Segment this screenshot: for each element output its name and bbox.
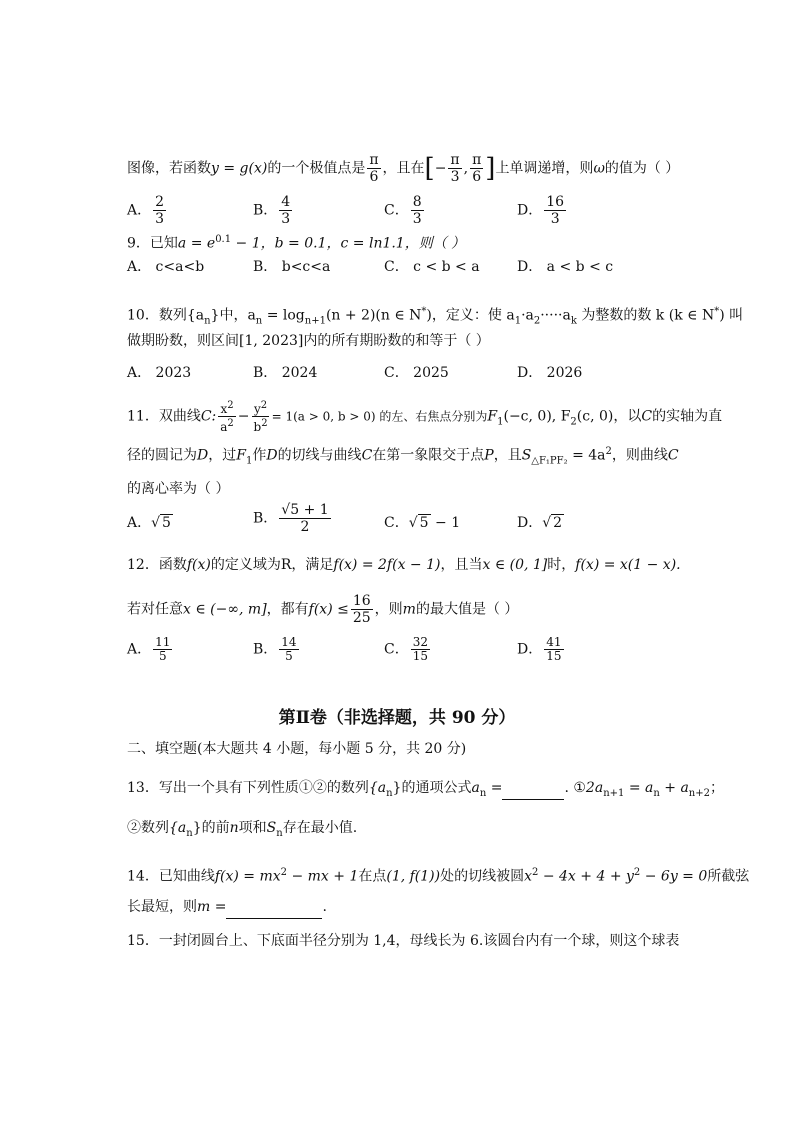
section-title: 第Ⅱ卷（非选择题，共 90 分）	[278, 708, 516, 728]
q10-stem-line2: 做期盼数，则区间[1, 2023]内的所有期盼数的和等于（ ）	[127, 333, 490, 349]
q11-stem-line1: 11．双曲线C: $\frac{x^2}{a^2}$ − $\frac{y^2}{b^2}$ = 1(a > 0, b > 0) 的左、右焦点分别为$F_1(-c$, 0), $F_2(c$, 0)，以C的实轴为直	[127, 400, 723, 434]
q11-stem-line3: 的离心率为（ ）	[127, 481, 230, 497]
q10-option-b[interactable]: B． 2024	[253, 365, 318, 381]
q11-stem-line2: 径的圆记为D，过$F_1$作D的切线与曲线C在第一象限交于点P，且$S_{\triangle F_1PF_2} = 4a^2$，则曲线C	[127, 446, 679, 467]
q9-stem: 9．已知$a = e^{0.1} - 1$，b = 0.1，c = ln1.1，则（ ）	[127, 234, 466, 252]
q11-option-d[interactable]: D．√ 2	[517, 515, 563, 531]
q8-option-c[interactable]: C． $\frac{8}{3}$	[384, 194, 422, 227]
q11-option-c[interactable]: C．√ 5 − 1	[384, 515, 461, 531]
q8-stem: 图像，若函数y = g(x)的一个极值点是 $\frac{\pi}{6}$ ，且在[− $\frac{\pi}{3}$ , $\frac{\pi}{6}$ ]上单调递增，则ω的值为（ ）	[127, 152, 680, 185]
q12-option-b[interactable]: B． $\frac{14}{5}$	[253, 635, 297, 663]
q11-option-b[interactable]: B． $\frac{√5 + 1}{2}$	[253, 502, 329, 535]
q12-option-a[interactable]: A． $\frac{11}{5}$	[127, 635, 171, 663]
q14-stem-line2: 长最短，则m = .	[127, 896, 672, 919]
q10-option-a[interactable]: A． 2023	[127, 365, 192, 381]
q10-stem-line1: 10．数列$\{a_n\}$中，$a_n = \log_{n+1}(n + 2)(n$ ∈ N*)，定义：使 $a_1\cdot a_2\cdot\cdot\cdot\cdot\cdot a_k$ 为整数的数 k (k ∈ N*) 叫	[127, 306, 744, 327]
q12-option-d[interactable]: D． $\frac{41}{15}$	[517, 635, 562, 663]
q9-option-c[interactable]: C． c < b < a	[384, 259, 480, 275]
q14-answer-blank[interactable]	[226, 896, 322, 919]
q9-option-d[interactable]: D． a < b < c	[517, 259, 614, 275]
section-subtitle: 二、填空题(本大题共 4 小题，每小题 5 分，共 20 分)	[127, 741, 467, 757]
q14-stem-line1: 14．已知曲线$f(x) = mx^2$ − mx + 1在点(1, f(1))处的切线被圆$x^2 - 4x + 4 + y^2 - 6y = 0$所截弦	[127, 867, 750, 885]
q12-option-c[interactable]: C． $\frac{32}{15}$	[384, 635, 428, 663]
q9-option-a[interactable]: A． c<a<b	[127, 259, 205, 275]
q13-answer-blank[interactable]	[502, 777, 564, 800]
q11-option-a[interactable]: A．√ 5	[127, 515, 171, 531]
q9-option-b[interactable]: B． b<c<a	[253, 259, 331, 275]
q8-option-b[interactable]: B． $\frac{4}{3}$	[253, 194, 291, 227]
q13-stem-line2: ②数列$\{a_n\}$的前n项和$S_n$存在最小值.	[127, 820, 358, 839]
q8-option-d[interactable]: D． $\frac{16}{3}$	[517, 194, 565, 227]
q8-option-a[interactable]: A． $\frac{2}{3}$	[127, 194, 165, 227]
q13-stem-line1: 13．写出一个具有下列性质①②的数列$\{a_n\}$的通项公式$a_n$ = . $①2a_{n+1} = a_n + a_{n+2}$；	[127, 777, 672, 805]
q15-stem-line1: 15．一封闭圆台上、下底面半径分别为 1,4，母线长为 6.该圆台内有一个球，则这个球表	[127, 933, 680, 949]
q10-option-d[interactable]: D． 2026	[517, 365, 583, 381]
q12-stem-line2: 若对任意x ∈ (−∞, m]，都有f(x) ≤ $\frac{16}{25}$ ，则m的最大值是（ ）	[127, 593, 519, 626]
q10-option-c[interactable]: C． 2025	[384, 365, 449, 381]
q12-stem-line1: 12．函数f(x)的定义域为R，满足f(x) = 2f(x − 1)，且当x ∈ (0, 1]时，f(x) = x(1 − x).	[127, 557, 681, 573]
